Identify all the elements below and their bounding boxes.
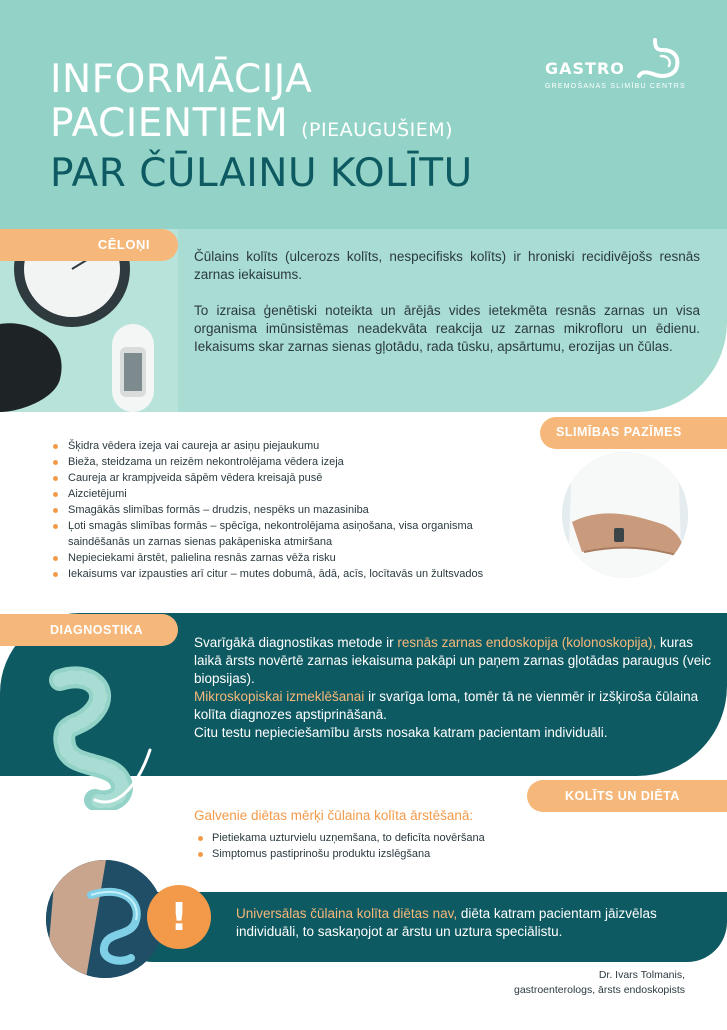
diagnostics-label: DIAGNOSTIKA: [0, 614, 178, 646]
causes-label: CĒLOŅI: [0, 229, 178, 261]
diagnostics-paragraph-2: [194, 688, 714, 724]
patient-photo: [562, 452, 688, 578]
diet-list: [196, 830, 485, 862]
title-line-3: PAR ČŪLAINU KOLĪTU: [50, 151, 473, 196]
diagnostics-paragraph-1: [194, 634, 714, 688]
diag-text2-highlight: Mikroskopiskai izmeklēšanai: [194, 689, 365, 704]
author-name: Dr. Ivars Tolmanis,: [598, 969, 685, 981]
list-item: Nepieciekami ārstēt, palielina resnās zarnas vēža risku: [50, 550, 520, 566]
diagnostics-text: [194, 634, 714, 742]
list-item: Caureja ar krampjveida sāpēm vēdera kreisajā pusē: [50, 470, 520, 486]
signs-label: SLIMĪBAS PAZĪMES: [540, 417, 727, 449]
title-line-2: [50, 102, 473, 152]
diag-text1-highlight: resnās zarnas endoskopija (kolonoskopija),: [397, 635, 657, 650]
diagnostics-paragraph-3: Citu testu nepieciešamību ārsts nosaka katram pacientam individuāli.: [194, 725, 608, 740]
list-item: Ļoti smagās slimības formās – spēcīga, nekontrolējama asiņošana, visa organisma saindēšanās un zarnas sienas pakāpeniska atmiršana: [50, 518, 520, 550]
list-item: Aizcietējumi: [50, 486, 520, 502]
page-title: [50, 58, 473, 196]
title-line-2-small: (PIEAUGUŠIEM): [301, 119, 454, 141]
list-item: Bieža, steidzama un reizēm nekontrolējama vēdera izeja: [50, 454, 520, 470]
author-title: gastroenterologs, ārsts endoskopists: [513, 984, 685, 996]
logo-subtitle: GREMOŠANAS SLIMĪBU CENTRS: [545, 83, 686, 90]
person-abdomen-icon: [562, 452, 688, 578]
diag-text2-post: ir svarīga loma, tomēr tā ne vienmēr ir izšķiroša čūlaina kolīta diagnozes apstiprināšanā.: [194, 689, 699, 722]
diag-text1-post: kuras laikā ārsts novērtē zarnas iekaisuma pakāpi un paņem zarnas gļotādas paraugus (veic biopsijas).: [194, 635, 712, 686]
causes-paragraph-1: Čūlains kolīts (ulcerozs kolīts, nespecifisks kolīts) ir hroniski recidivējošs resnās zarnas iekaisums.: [194, 249, 700, 282]
warning-post: diēta katram pacientam jāizvēlas individuāli, to saskaņojot ar ārstu un uztura speciālistu.: [236, 906, 657, 939]
list-item: Simptomus pastiprinošu produktu izslēgšana: [196, 846, 485, 862]
diag-text1-pre: Svarīgākā diagnostikas metode ir: [194, 635, 398, 650]
warning-highlight: Universālas čūlaina kolīta diētas nav,: [236, 906, 458, 921]
list-item: Pietiekama uzturvielu uzņemšana, to deficīta novēršana: [196, 830, 485, 846]
signs-list: [50, 438, 520, 582]
title-line-2-main: PACIENTIEM: [50, 101, 289, 146]
stomach-icon: [637, 38, 683, 80]
list-item: Iekaisums var izpausties arī citur – mutes dobumā, ādā, acīs, locītavās un žultsvados: [50, 566, 520, 582]
warning-text: [236, 905, 706, 941]
title-line-1: INFORMĀCIJA: [50, 57, 313, 102]
causes-paragraph-2: To izraisa ģenētiski noteikta un ārējās vides ietekmēta resnās zarnas un visa organisma imūnsistēmas neadekvāta reakcija uz zarnas mikrofloru un ēdienu. Iekaisums skar zarnas sienas gļotādu, rada tūsku, apsārtumu, erozijas un čūlas.: [194, 303, 700, 354]
list-item: Smagākās slimības formās – drudzis, nespēks un mazasiniba: [50, 502, 520, 518]
exclamation-icon: !: [147, 885, 211, 949]
diet-heading: Galvenie diētas mērķi čūlaina kolīta ārstēšanā:: [194, 808, 474, 823]
list-item: Šķidra vēdera izeja vai caureja ar asiņu piejaukumu: [50, 438, 520, 454]
author-signature: [514, 968, 685, 998]
causes-text: [194, 248, 700, 356]
diet-label: KOLĪTS UN DIĒTA: [527, 780, 727, 812]
logo-brand: GASTRO: [545, 59, 625, 78]
intestine-icon: [40, 660, 170, 810]
